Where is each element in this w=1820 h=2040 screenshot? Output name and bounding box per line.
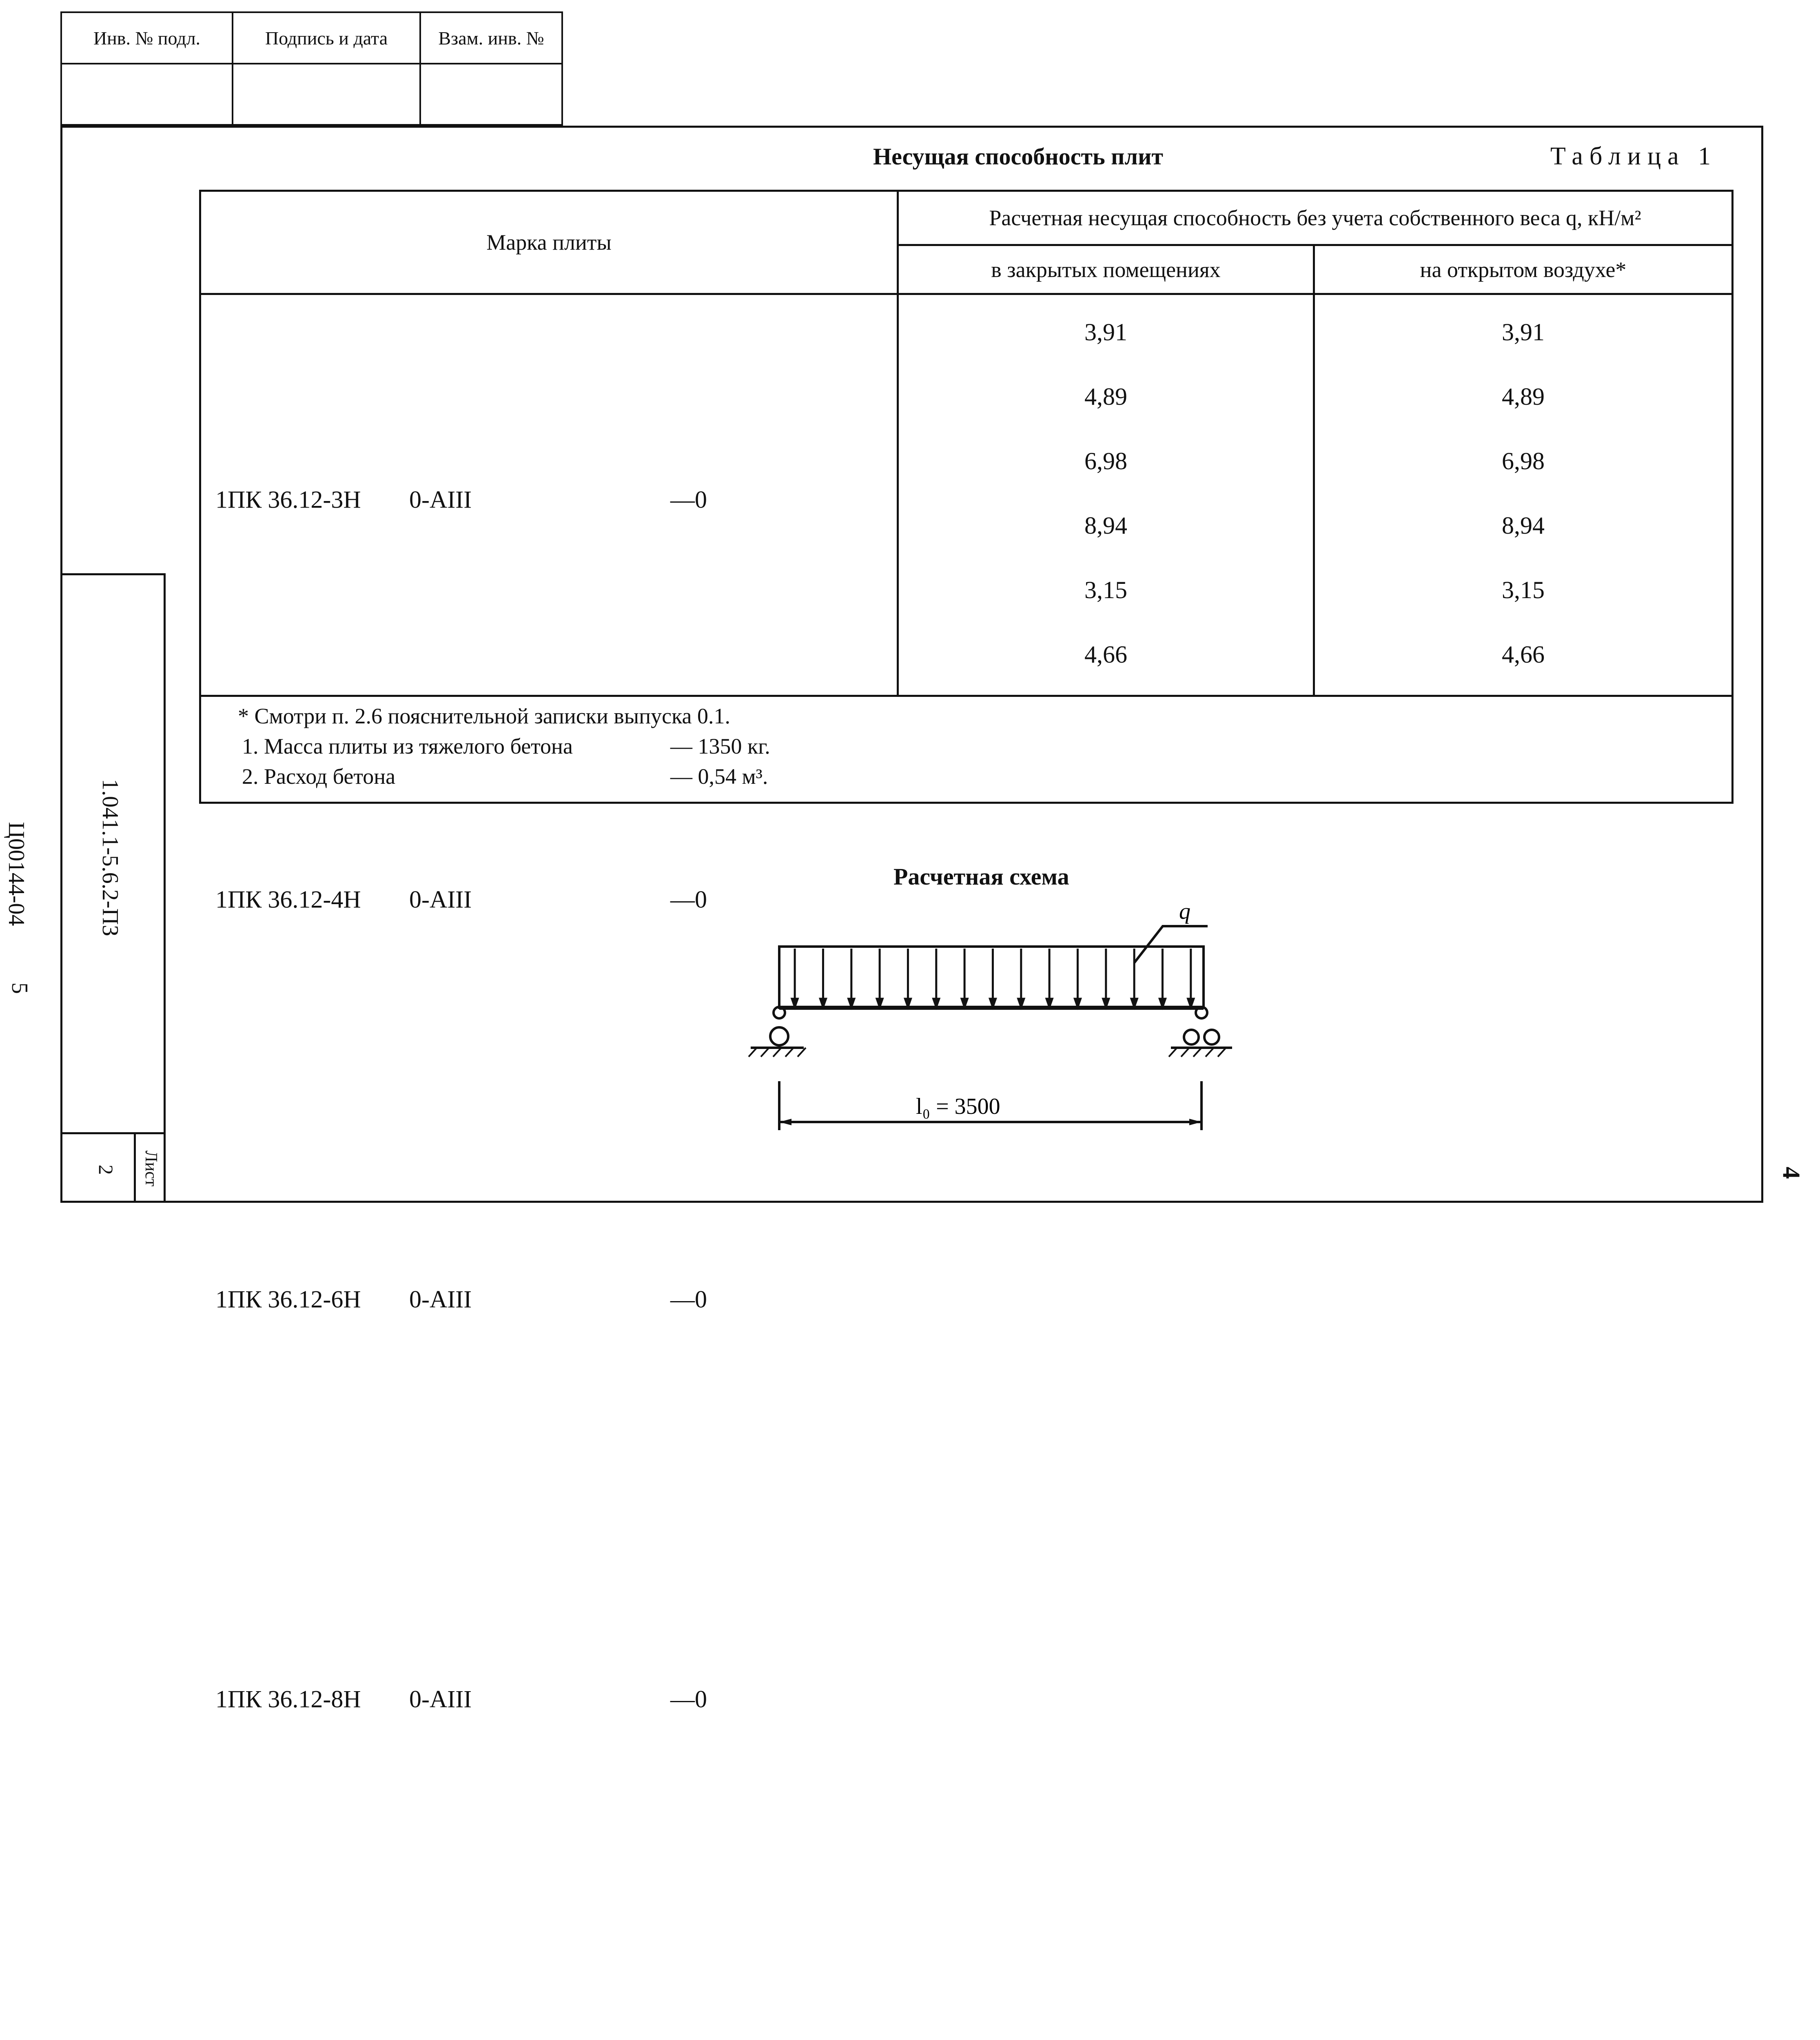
table-row: 1ПК 36.12-8Н 0-АIII —0 (215, 1685, 707, 1713)
schema-title: Расчетная схема (893, 863, 1069, 890)
header-outdoor: на открытом воздухе* (1314, 245, 1733, 294)
indoor-column (898, 294, 1314, 696)
doc-code: 1.041.1-5.6.2-ПЗ (98, 779, 123, 936)
indoor-value: 4,89 (1084, 383, 1127, 410)
table-row (201, 1899, 897, 2040)
outdoor-value: 6,98 (1502, 448, 1545, 475)
table-row: 1ПК 36.12-3Н 0-АIII —0 (215, 486, 707, 513)
stamp-signature-value (233, 64, 420, 125)
sheet-label: Лист (142, 1151, 160, 1186)
outdoor-value: 3,91 (1502, 319, 1545, 346)
outdoor-value: 8,94 (1502, 512, 1545, 539)
note-mass: 1. Масса плиты из тяжелого бетона — 1350 кг. (242, 734, 770, 758)
indoor-value: 3,15 (1084, 577, 1127, 603)
header-mark: Марка плиты (200, 191, 898, 294)
note-star: * Смотри п. 2.6 пояснительной записки выпуска 0.1. (238, 704, 730, 728)
stamp-inv-value (61, 64, 233, 125)
archive-page: 5 (7, 982, 32, 994)
side-separator (60, 1132, 166, 1134)
stamp-signature-label: Подпись и дата (233, 12, 420, 64)
page-number: 4 (1778, 1166, 1805, 1179)
table-title: Несущая способность плит (873, 143, 1163, 170)
indoor-value: 4,66 (1084, 641, 1127, 668)
table-notes (200, 696, 1733, 803)
load-leader (1134, 926, 1208, 963)
load-label: q (1179, 899, 1190, 924)
beam-diagram (726, 885, 1240, 1146)
support-roller-left (770, 1027, 788, 1045)
dim-arrow-right (1189, 1119, 1202, 1125)
sheet-number: 2 (95, 1164, 117, 1175)
span-label: l₀ = 3500 (916, 1094, 1000, 1119)
support-roller-right-a (1184, 1030, 1199, 1044)
header-capacity: Расчетная несущая способность без учета собственного веса q, кН/м² (898, 191, 1733, 245)
outdoor-value: 3,15 (1502, 577, 1545, 603)
outdoor-value: 4,66 (1502, 641, 1545, 668)
stamp-inv-label: Инв. № подл. (61, 12, 233, 64)
indoor-value: 3,91 (1084, 319, 1127, 346)
support-roller-right-b (1204, 1030, 1219, 1044)
stamp-replace-value (420, 64, 562, 125)
indoor-value: 6,98 (1084, 448, 1127, 475)
table-label: Таблица 1 (1550, 142, 1718, 170)
indoor-value: 8,94 (1084, 512, 1127, 539)
table-row: 1ПК 36.12-6Н 0-АIII —0 (215, 1286, 707, 1313)
table-row: 1ПК 36.12-4Н 0-АIII —0 (215, 886, 707, 913)
archive-code: Ц00144-04 (4, 822, 29, 926)
outdoor-column (1314, 294, 1733, 696)
approval-stamp (60, 11, 563, 126)
stamp-replace-label: Взам. инв. № (420, 12, 562, 64)
side-separator-vertical (134, 1132, 136, 1203)
note-concrete: 2. Расход бетона — 0,54 м³. (242, 764, 768, 789)
outdoor-value: 4,89 (1502, 383, 1545, 410)
dim-arrow-left (779, 1119, 791, 1125)
header-indoor: в закрытых помещениях (898, 245, 1314, 294)
